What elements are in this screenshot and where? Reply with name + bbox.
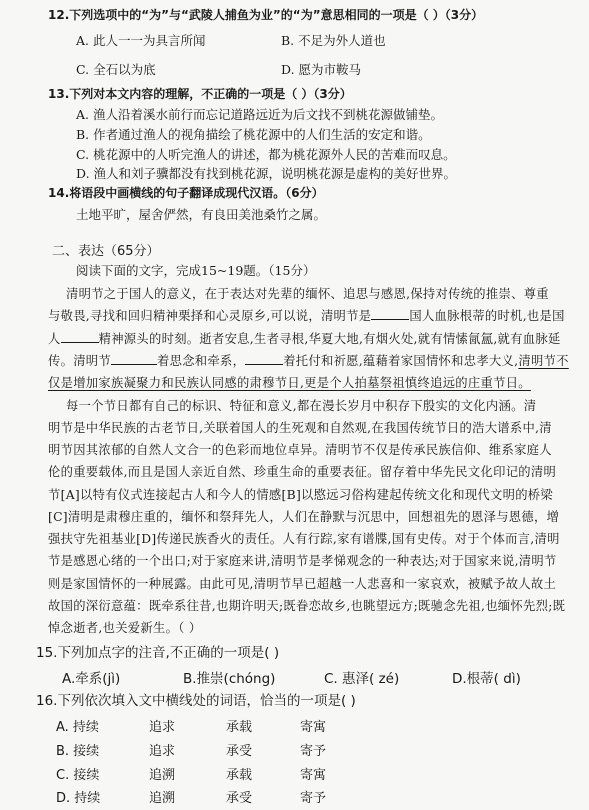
q13-stem: 13.下列对本文内容的理解，不正确的一项是（ ）（3分） xyxy=(48,87,352,101)
section-intro: 阅读下面的文字，完成15~19题。（15分） xyxy=(76,263,316,278)
passage-line: 悼念逝者,也关爱新生。（ ） xyxy=(48,621,202,635)
passage-text: 人 xyxy=(48,332,61,346)
fill-blank-4 xyxy=(245,353,283,365)
passage-line: 每一个节日都有自己的标识、特征和意义,都在漫长岁月中积存下殷实的文化内涵。清 xyxy=(66,399,537,413)
passage-text: 着托付和祈愿,蕴藉着家国情怀和忠孝大义, xyxy=(283,354,519,368)
passage-line: 伦的重要载体,而且是国人亲近自然、珍重生命的重要表征。留存着中华先民文化印记的清明 xyxy=(48,465,557,479)
q15-option-a: A.牵系(jì) xyxy=(62,671,121,687)
q14-stem: 14.将语段中画横线的句子翻译成现代汉语。（6分） xyxy=(48,186,324,200)
q16-option-row xyxy=(0,720,589,738)
q16-option-row xyxy=(0,791,589,809)
passage-line: 明节因其浓郁的自然人文合一的色彩而地位卓异。清明节不仅是传承民族信仰、维系家庭人 xyxy=(48,443,552,457)
underlined-sentence: 清明节不 xyxy=(518,354,569,368)
q12-option-a: A. 此人一一为具言所闻 xyxy=(76,33,206,48)
fill-blank-2 xyxy=(61,331,99,343)
q15-option-c: C. 惠泽( zé) xyxy=(324,671,400,687)
passage-line: [C]清明是肃穆庄重的，缅怀和祭拜先人，人们在静默与沉思中，回想祖先的恩泽与恩德，增 xyxy=(48,510,560,524)
q12-option-b: B. 不足为外人道也 xyxy=(281,33,386,48)
q14-sentence: 土地平旷，屋舍俨然，有良田美池桑竹之属。 xyxy=(76,207,327,222)
passage-line: 明节是中华民族的古老节日,关联着国人的生死观和自然观,在我国传统节日的浩大谱系中,清 xyxy=(48,421,552,435)
q16-cell: C. 接续 xyxy=(56,768,100,783)
q16-cell: B. 接续 xyxy=(56,744,100,759)
q16-cell: 寄寓 xyxy=(300,720,327,735)
q16-cell: 承载 xyxy=(226,720,253,735)
q16-option-row xyxy=(0,768,589,786)
q16-cell: 寄寓 xyxy=(300,768,327,783)
q16-stem: 16.下列依次填入文中横线处的词语，恰当的一项是( ) xyxy=(36,693,356,709)
q13-option-b: B. 作者通过渔人的视角描绘了桃花源中的人们生活的安定和谐。 xyxy=(76,127,431,142)
passage-line: 清明节之于国人的意义，在于表达对先辈的缅怀、追思与感恩,保持对传统的推崇、尊重 xyxy=(66,287,549,301)
q15-stem: 15.下列加点字的注音,不正确的一项是( ) xyxy=(36,645,280,661)
passage-text: 精神源头的时刻。逝者安息,生者寻根,华夏大地,有烟火处,就有情愫氤氲,就有血脉延 xyxy=(98,332,561,346)
passage-line xyxy=(48,353,569,369)
q16-cell: 寄予 xyxy=(300,791,327,806)
q16-cell: A. 持续 xyxy=(56,720,99,735)
passage-line: 强扶守先祖基业[D]传递民族香火的责任。人有行踪,家有谱牒,国有史传。对于个体而言,清明 xyxy=(48,532,560,546)
passage-text: 传。清明节 xyxy=(48,354,111,368)
passage-line xyxy=(48,331,561,347)
q16-cell: 承受 xyxy=(226,791,253,806)
fill-blank-1 xyxy=(371,308,409,320)
q15-option-d: D.根蒂( dì) xyxy=(452,671,521,687)
q12-option-d: D. 愿为市鞍马 xyxy=(281,62,362,77)
passage-text: 与敬畏,寻找和回归精神栗择和心灵原乡,可以说，清明节是 xyxy=(48,309,372,323)
q12-option-c: C. 全石以为底 xyxy=(76,62,156,77)
q15-option-b: B.推崇(chóng) xyxy=(183,671,276,687)
passage-line xyxy=(48,308,565,324)
passage-line: 故国的深衍意蕴：既牵系往昔,也期许明天;既眷恋故乡,也眺望远方;既驰念先祖,也缅怀先烈;既 xyxy=(48,599,566,613)
q16-cell: 承受 xyxy=(226,744,253,759)
fill-blank-3 xyxy=(111,353,157,365)
q16-option-row xyxy=(0,744,589,762)
passage-line: 节[A]以特有仪式连接起古人和今人的情感[B]以愍远习俗构建起传统文化和现代文明的桥梁 xyxy=(48,488,553,502)
q16-cell: 追求 xyxy=(149,720,176,735)
passage-text: 着思念和牵系， xyxy=(157,354,246,368)
q16-cell: 追求 xyxy=(149,744,176,759)
q16-cell: 承载 xyxy=(226,768,253,783)
q12-stem: 12.下列选项中的“为”与“武陵人捕鱼为业”的“为”意思相同的一项是（ ）（3分） xyxy=(48,8,484,22)
passage-text: 国人血脉根蒂的时机,也是国 xyxy=(409,309,565,323)
q13-option-d: D. 渔人和刘子骥都没有找到桃花源，说明桃花源是虚构的美好世界。 xyxy=(76,166,457,181)
q16-cell: 寄予 xyxy=(300,744,327,759)
q16-cell: 追溯 xyxy=(149,768,176,783)
q13-option-a: A. 渔人沿着溪水前行而忘记道路远近为后文找不到桃花源做铺垫。 xyxy=(76,107,443,122)
section-title: 二、表达（65分） xyxy=(52,244,160,259)
q16-cell: 追溯 xyxy=(149,791,176,806)
q13-option-c: C. 桃花源中的人听完渔人的讲述，都为桃花源外人民的苦难而叹息。 xyxy=(76,147,456,162)
q16-cell: D. 持续 xyxy=(56,791,101,806)
underlined-sentence: 仅是增加家族凝聚力和民族认同感的肃穆节日,更是个人拍墓祭祖慎终追远的庄重节日。 xyxy=(48,376,531,390)
passage-line: 则是家国情怀的一种展露。由此可见,清明节早已超越一人悲喜和一家哀欢，被赋予故人故土 xyxy=(48,577,557,591)
passage-line: 节是感恩心绪的一个出口;对于家庭来讲,清明节是孝悌观念的一种表达;对于国家来说,清明节 xyxy=(48,554,557,568)
